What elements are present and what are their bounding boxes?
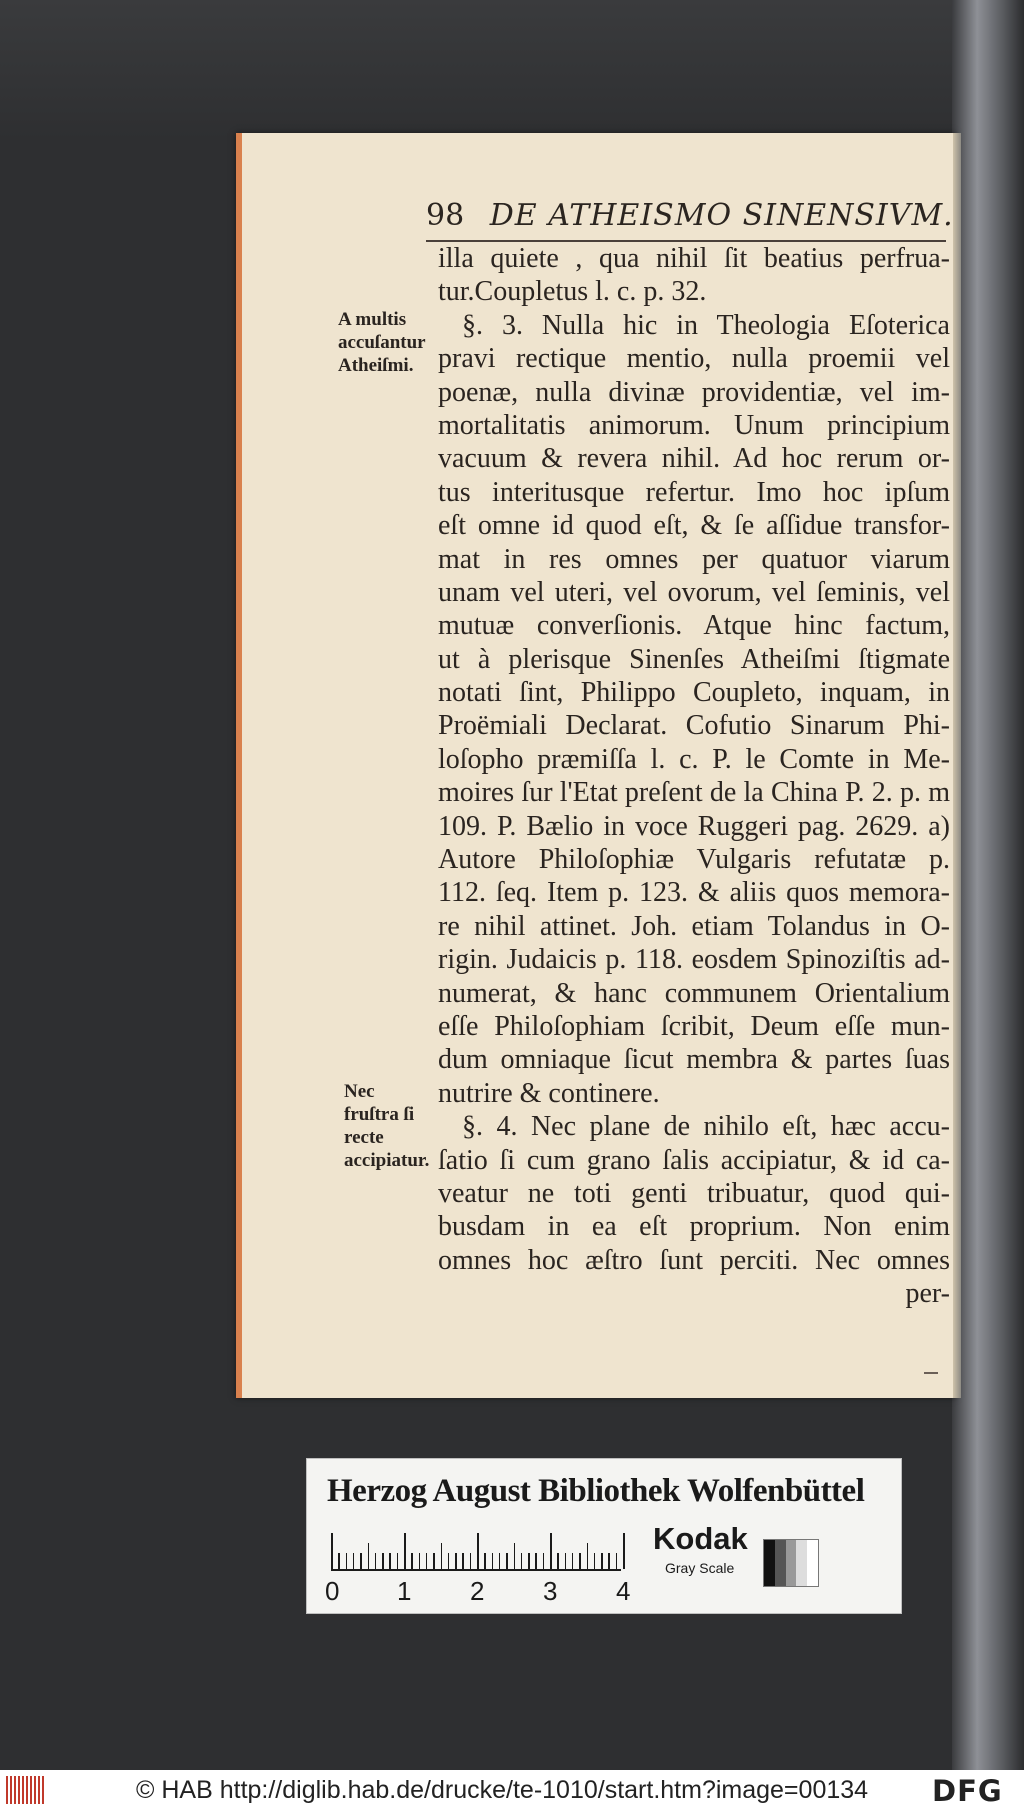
ruler-tick [535, 1553, 537, 1569]
text-line: moires ſur l'Etat preſent de la China P. 2. p. m [438, 777, 950, 809]
ruler-tick [528, 1553, 530, 1569]
ruler-tick [579, 1553, 581, 1569]
page-header [426, 198, 954, 240]
text-line: unam vel uteri, vel ovorum, vel ſeminis, vel [438, 576, 950, 608]
ruler-tick [419, 1553, 421, 1569]
text-line: rigin. Judaicis p. 118. eosdem Spinoziſtis ad- [438, 944, 950, 976]
ruler-tick [441, 1543, 443, 1569]
scan-background [0, 0, 1024, 140]
ruler-tick [608, 1553, 610, 1569]
ruler-tick [550, 1533, 552, 1569]
ruler-tick [594, 1553, 596, 1569]
kodak-logo: Kodak [653, 1521, 748, 1556]
text-line: §. 3. Nulla hic in Theologia Eſoterica [462, 309, 950, 341]
ruler-tick [433, 1553, 435, 1569]
text-line: eſſe Philoſophiam ſcribit, Deum eſſe mun- [438, 1010, 950, 1042]
footer-bar [0, 1770, 1024, 1810]
ruler-tick [389, 1553, 391, 1569]
gray-swatches [763, 1539, 819, 1587]
ruler-tick [448, 1553, 450, 1569]
ruler-tick [455, 1553, 457, 1569]
page-number: 98 [426, 198, 465, 233]
text-line: re nihil attinet. Joh. etiam Tolandus in O- [438, 910, 950, 942]
text-line: §. 4. Nec plane de nihilo eſt, hæc accu- [462, 1111, 950, 1143]
hab-logo-icon [6, 1776, 46, 1804]
text-line: tur.Coupletus l. c. p. 32. [438, 276, 707, 308]
text-line: ſatio ſi cum grano ſalis accipiatur, & id ca- [438, 1144, 950, 1176]
ruler-tick [521, 1553, 523, 1569]
ruler-tick [397, 1553, 399, 1569]
margin-note: Nec fruſtra ſi recte accipiatur. [344, 1081, 430, 1171]
ruler-tick [616, 1553, 618, 1569]
text-line: 112. ſeq. Item p. 123. & aliis quos memora- [438, 877, 950, 909]
ruler-tick [368, 1543, 370, 1569]
ruler-tick [543, 1553, 545, 1569]
text-line: mortalitatis animorum. Unum principium [438, 409, 950, 441]
text-line: poenæ, nulla divinæ providentiæ, vel im- [438, 376, 950, 408]
text-line: notati ſint, Philippo Coupleto, inquam, in [438, 677, 950, 709]
text-line: 109. P. Bælio in voce Ruggeri pag. 2629. a) [438, 810, 950, 842]
text-line: loſopho præmiſſa l. c. P. le Comte in Me- [438, 743, 950, 775]
ruler-tick [514, 1543, 516, 1569]
ruler-tick [477, 1533, 479, 1569]
ruler-label: 2 [470, 1576, 485, 1606]
ruler-label: 3 [543, 1576, 558, 1606]
running-title: DE ATHEISMO SINENSIVM. [489, 198, 954, 233]
ruler-tick [338, 1553, 340, 1569]
ruler-tick [360, 1553, 362, 1569]
text-line: veatur ne toti genti tribuatur, quod qui- [438, 1177, 950, 1209]
ruler-tick [506, 1553, 508, 1569]
ruler-tick [623, 1533, 625, 1569]
text-line: dum omniaque ſicut membra & partes ſuas [438, 1044, 950, 1076]
ruler-tick [499, 1553, 501, 1569]
ruler-tick [601, 1553, 603, 1569]
scale-card [306, 1458, 902, 1614]
ruler-label: 1 [397, 1576, 412, 1606]
ruler-label: 4 [616, 1576, 631, 1606]
text-line: omnes hoc æſtro ſunt perciti. Nec omnes [438, 1244, 950, 1276]
ruler-tick [572, 1553, 574, 1569]
text-line: mat in res omnes per quatuor viarum [438, 543, 950, 575]
ruler-tick [382, 1553, 384, 1569]
copyright-link[interactable]: © HAB http://diglib.hab.de/drucke/te-1010/start.htm?image=00134 [136, 1776, 869, 1804]
ruler-tick [565, 1553, 567, 1569]
ruler-tick [462, 1553, 464, 1569]
text-line: pravi rectique mentio, nulla proemii vel [438, 343, 950, 375]
text-line: ut à plerisque Sinenſes Atheiſmi ſtigmate [438, 643, 950, 675]
ruler-tick [470, 1553, 472, 1569]
dfg-logo: DFG [932, 1774, 1003, 1808]
body-text [438, 242, 950, 1311]
page-mark [924, 1372, 938, 1374]
text-line: vacuum & revera nihil. Ad hoc rerum or- [438, 443, 950, 475]
ruler-tick [587, 1543, 589, 1569]
text-line: mutuæ converſionis. Atque hinc factum, [438, 610, 950, 642]
text-line: numerat, & hanc communem Orientalium [438, 977, 950, 1009]
library-name: Herzog August Bibliothek Wolfenbüttel [327, 1473, 865, 1509]
ruler [331, 1531, 621, 1571]
ruler-label: 0 [325, 1576, 340, 1606]
page-edge [953, 133, 961, 1398]
text-line: Autore Philoſophiæ Vulgaris refutatæ p. [438, 844, 950, 876]
ruler-tick [375, 1553, 377, 1569]
ruler-tick [492, 1553, 494, 1569]
ruler-tick [353, 1553, 355, 1569]
text-line: Proëmiali Declarat. Cofutio Sinarum Phi- [438, 710, 950, 742]
ruler-tick [426, 1553, 428, 1569]
text-line: nutrire & continere. [438, 1077, 660, 1109]
text-line: eſt omne id quod eſt, & ſe aſſidue transfor- [438, 510, 950, 542]
ruler-tick [557, 1553, 559, 1569]
text-line: busdam in ea eſt proprium. Non enim [438, 1211, 950, 1243]
adjacent-page-strip [952, 0, 1024, 1770]
ruler-tick [411, 1553, 413, 1569]
ruler-tick [404, 1533, 406, 1569]
ruler-tick [346, 1553, 348, 1569]
margin-note: A multis accuſantur Atheiſmi. [338, 309, 426, 376]
kodak-subtitle: Gray Scale [665, 1560, 735, 1576]
text-line: illa quiete , qua nihil ſit beatius perfrua- [438, 243, 950, 274]
catchword: per- [905, 1278, 950, 1310]
ruler-tick [331, 1533, 333, 1569]
text-line: tus interitusque refertur. Imo hoc ipſum [438, 476, 950, 508]
ruler-tick [484, 1553, 486, 1569]
